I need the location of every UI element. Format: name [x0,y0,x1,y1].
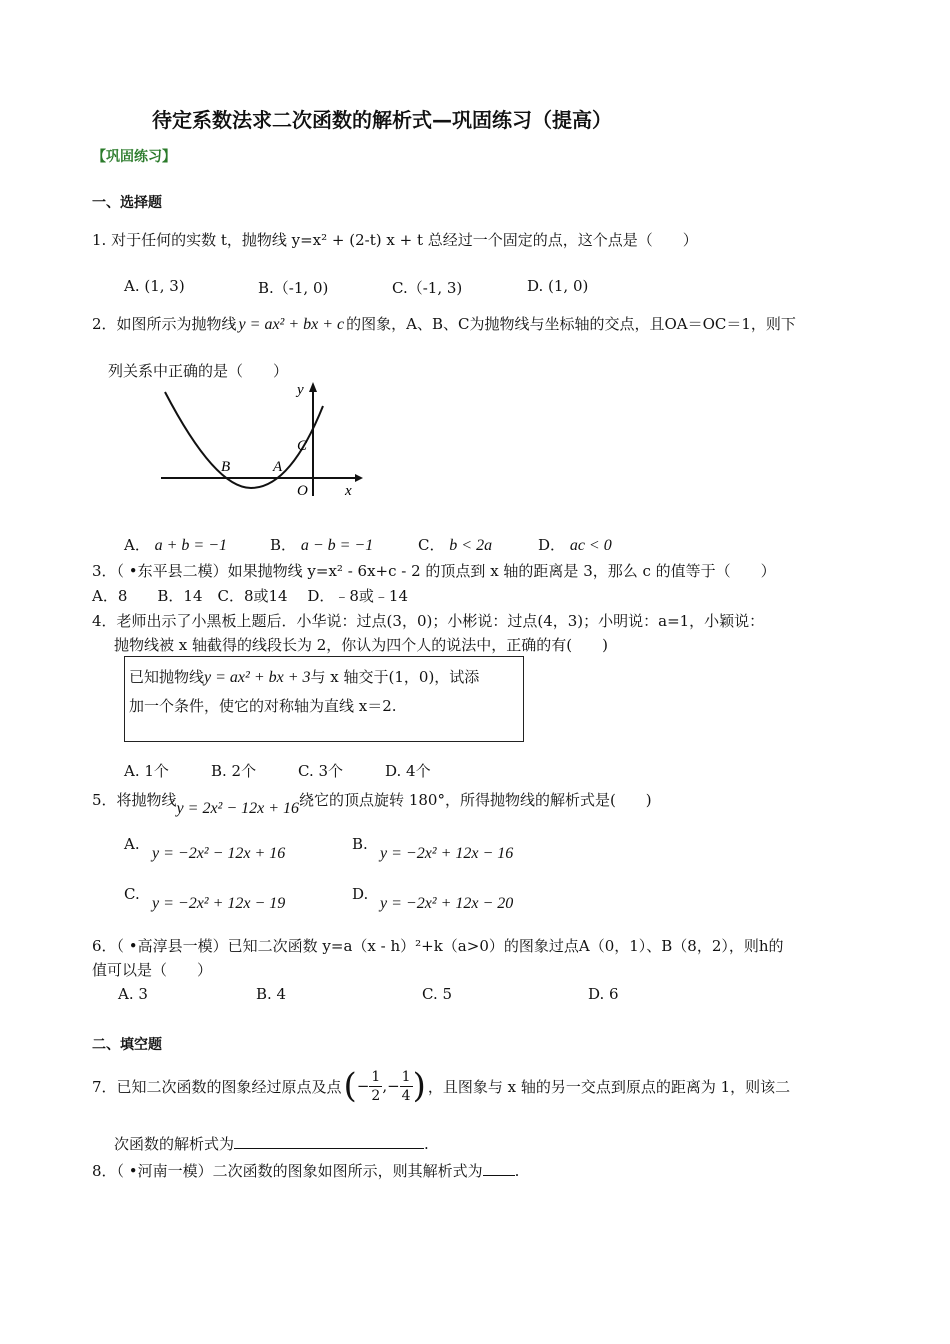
q1-stem: 1. 对于任何的实数 t，抛物线 y=x² + (2-t) x + t 总经过一个固定的点，这个点是（ ） [92,231,698,249]
q5-label-d: D. [352,885,369,903]
q4-option-c: C. 3个 [298,762,344,780]
q2-label-y: y [297,382,304,398]
q5-option-c: y = −2x² + 12x − 19 [152,895,286,912]
subtitle: 【巩固练习】 [92,149,176,165]
q7-stem-cont-text: 次函数的解析式为 [114,1135,235,1153]
q7-point: ( − $\frac{1}{2}$ ,− $\frac{1}{4}$ ) [343,1066,426,1106]
q2-formula: y = ax² + bx + c [238,316,345,333]
q2-option-a-math: a + b = −1 [154,537,228,554]
q4-stem-cont: 抛物线被 x 轴截得的线段长为 2，你认为四个人的说法中，正确的有( ) [114,636,609,654]
q4-stem: 4．老师出示了小黑板上题后．小华说：过点(3，0)；小彬说：过点(4，3)；小明说：a=1，小颖说： [92,612,765,630]
q7-stem-end: . [424,1135,429,1153]
q2-option-b-math: a − b = −1 [300,537,374,554]
q5-stem [92,789,652,817]
q1-option-b: B.（-1, 0) [258,279,329,297]
q6-option-c: C. 5 [422,985,453,1003]
q2-label-x: x [345,483,352,499]
q7-stem-pre: 7．已知二次函数的图象经过原点及点 [92,1077,342,1096]
q2-option-a [124,534,227,555]
q5-stem-pre: 5．将抛物线 [92,791,177,809]
q5-option-d: y = −2x² + 12x − 20 [380,895,514,912]
q1-option-d: D. (1, 0) [527,277,589,295]
q5-stem-post: 绕它的顶点旋转 180°，所得抛物线的解析式是( ) [299,791,652,809]
q7-frac2-num: 1 [401,1068,411,1085]
q2-option-d [538,534,612,555]
q5-option-b: y = −2x² + 12x − 16 [380,845,514,862]
q6-option-d: D. 6 [588,985,619,1003]
q2-option-b [270,534,373,555]
q2-stem [92,313,796,334]
q8-stem [92,1160,519,1181]
q7-frac2 [400,1068,413,1105]
q7-stem [92,1066,790,1106]
q4-box-line1-pre: 已知抛物线 [129,668,205,686]
q6-stem: 6．（ •高淳县一模）已知二次函数 y=a（x - h）²+k（a>0）的图象过点A（0，1）、B（8，2），则h的 [92,937,784,955]
q7-paren-right: ) [412,1066,426,1106]
q2-label-o: O [297,483,308,499]
q7-frac1 [369,1068,382,1105]
q8-answer-blank[interactable] [483,1160,515,1176]
q7-stem-cont [114,1133,429,1154]
q2-stem-pre: 2．如图所示为抛物线 [92,315,237,333]
q4-option-d: D. 4个 [385,762,431,780]
q4-box-line1-post: 与 x 轴交于(1，0)，试添 [310,668,480,686]
q2-label-c: C [297,438,308,454]
q2-option-a-label: A． [124,536,150,554]
q2-label-a: A [273,459,283,475]
q2-option-c-label: C． [418,536,445,554]
q4-box-line1 [129,663,519,692]
q4-option-a: A. 1个 [124,762,169,780]
q2-x-arrow-icon [355,474,363,482]
q8-stem-text: 8．（ •河南一模）二次函数的图象如图所示，则其解析式为 [92,1162,483,1180]
q2-option-c-math: b < 2a [449,537,493,554]
q2-option-c [418,534,492,555]
q6-option-a: A. 3 [118,985,148,1003]
q4-problem-box [124,656,524,742]
q2-y-arrow-icon [309,382,317,392]
q4-box-line2: 加一个条件，使它的对称轴为直线 x＝2. [129,697,397,715]
q4-option-b: B. 2个 [211,762,257,780]
q7-paren-left: ( [343,1066,357,1106]
q3-stem: 3．（ •东平县二模）如果抛物线 y=x² - 6x+c - 2 的顶点到 x 轴的距离是 3，那么 c 的值等于（ ） [92,562,776,580]
q7-stem-post: ，且图象与 x 轴的另一交点到原点的距离为 1，则该二 [427,1077,791,1096]
section-choice: 一、选择题 [92,195,162,211]
q2-graph [155,378,365,500]
q2-option-b-label: B． [270,536,297,554]
q5-option-a: y = −2x² − 12x + 16 [152,845,286,862]
q2-option-d-label: D． [538,536,566,554]
q5-formula: y = 2x² − 12x + 16 [176,800,300,817]
q6-option-b: B. 4 [256,985,287,1003]
q1-option-a: A. (1, 3) [124,277,185,295]
q5-label-a: A. [124,835,140,853]
q2-label-b: B [221,459,231,475]
q7-frac1-num: 1 [371,1068,381,1085]
q8-stem-end: . [514,1162,520,1180]
q4-box-formula: y = ax² + bx + 3 [204,669,311,686]
page-title: 待定系数法求二次函数的解析式—巩固练习（提高） [152,108,612,132]
section-fill: 二、填空题 [92,1037,162,1053]
q2-stem-post: 的图象，A、B、C为抛物线与坐标轴的交点，且OA＝OC＝1，则下 [346,315,796,333]
q7-frac1-den: 2 [371,1087,381,1104]
q2-stem-cont: 列关系中正确的是（ ） [108,362,289,380]
q2-option-d-math: ac < 0 [569,537,612,554]
q7-answer-blank[interactable] [234,1133,424,1149]
q1-option-c: C.（-1, 3) [392,279,463,297]
q6-stem-cont: 值可以是（ ） [92,961,213,979]
q7-frac2-den: 4 [401,1087,411,1104]
q5-label-c: C. [124,885,140,903]
q3-options: A．8 B．14 C．8或14 D．﹣8或﹣14 [92,587,409,605]
q5-label-b: B. [352,835,368,853]
